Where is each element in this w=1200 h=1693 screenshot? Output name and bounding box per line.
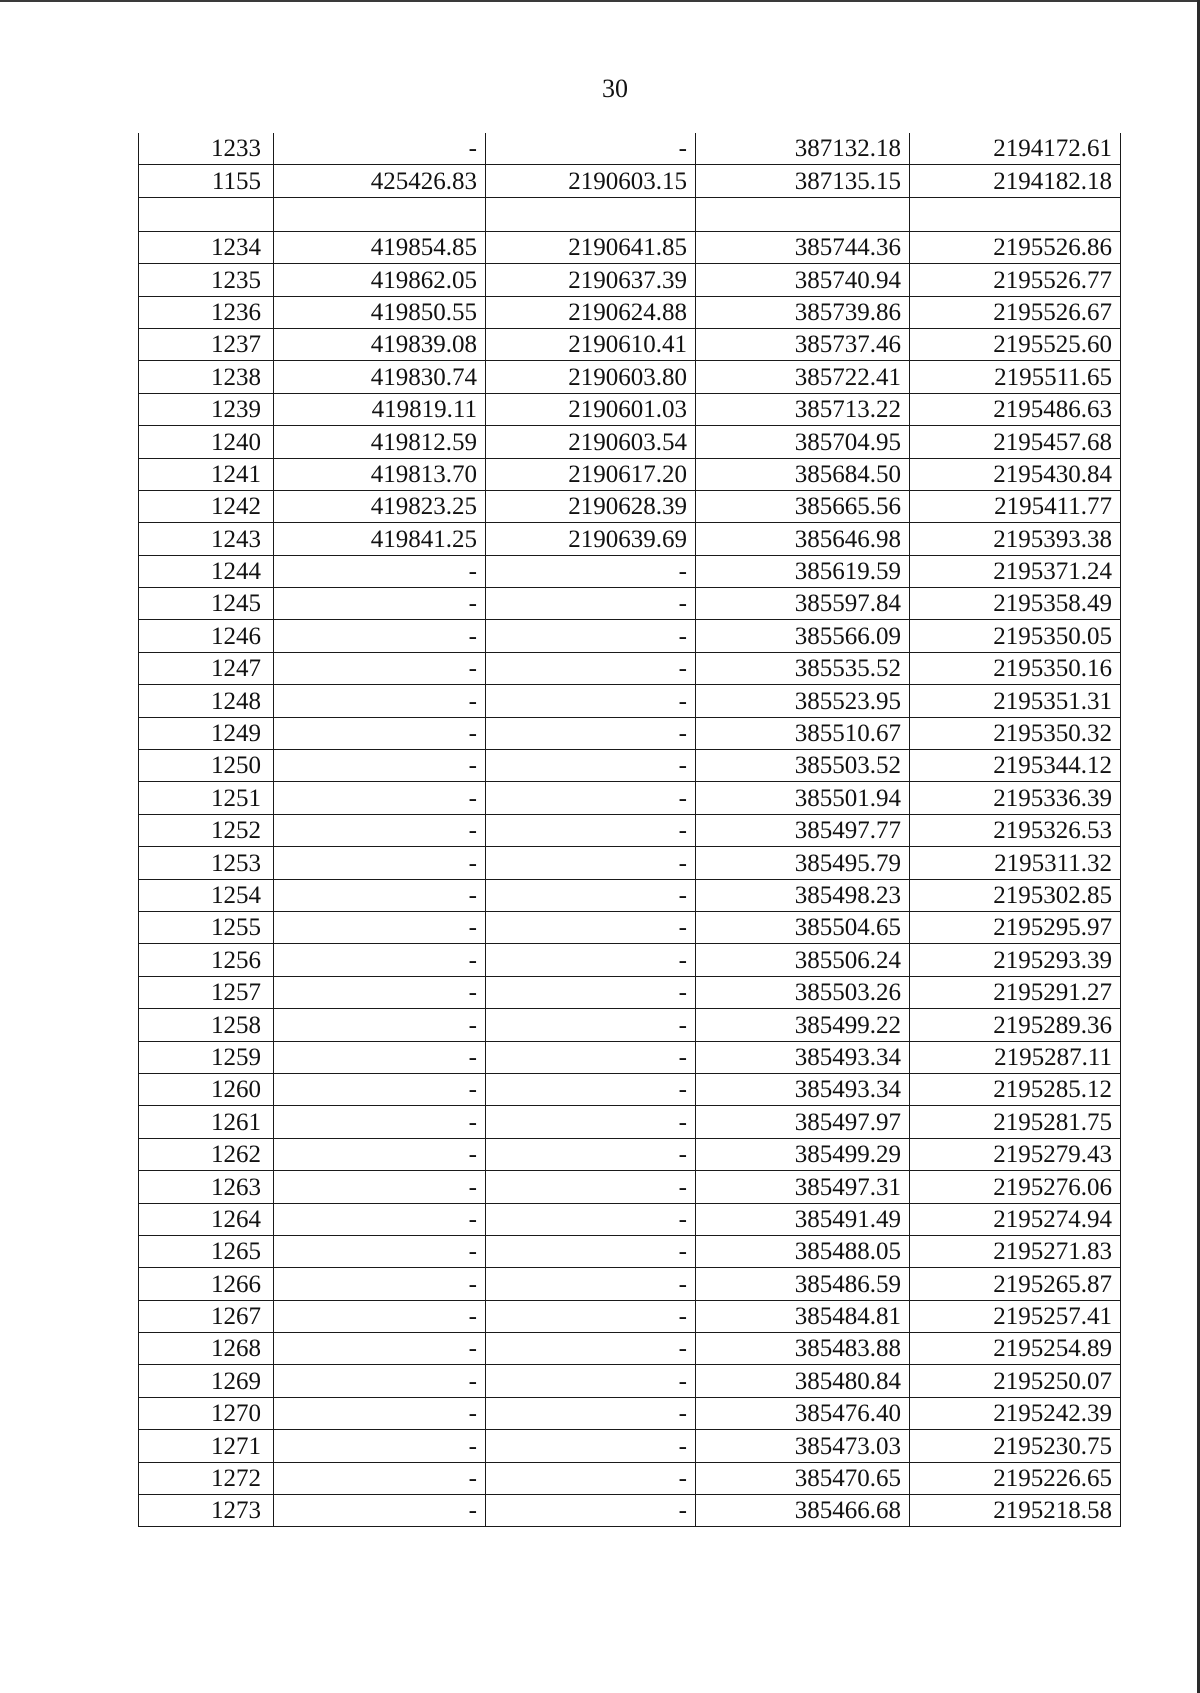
point-id-cell: 1261 (139, 1106, 274, 1138)
y-old-cell: - (486, 911, 696, 943)
point-id-cell: 1265 (139, 1235, 274, 1267)
x-old-cell: - (274, 1365, 486, 1397)
point-id-cell: 1235 (139, 264, 274, 296)
x-new-cell: 385739.86 (696, 296, 910, 328)
point-id-cell: 1252 (139, 814, 274, 846)
x-old-cell: - (274, 1138, 486, 1170)
point-id-cell: 1236 (139, 296, 274, 328)
table-row (139, 911, 1121, 943)
y-new-cell: 2195279.43 (910, 1138, 1121, 1170)
y-new-cell: 2195302.85 (910, 879, 1121, 911)
y-old-cell: - (486, 1268, 696, 1300)
y-new-cell: 2195393.38 (910, 523, 1121, 555)
x-new-cell: 385504.65 (696, 911, 910, 943)
point-id-cell: 1257 (139, 976, 274, 1008)
y-new-cell: 2195291.27 (910, 976, 1121, 1008)
y-old-cell: 2190601.03 (486, 393, 696, 425)
table-row (139, 782, 1121, 814)
x-new-cell: 385665.56 (696, 490, 910, 522)
point-id-cell: 1260 (139, 1073, 274, 1105)
table-row (139, 490, 1121, 522)
point-id-cell: 1268 (139, 1333, 274, 1365)
y-old-cell: - (486, 879, 696, 911)
y-old-cell: - (486, 944, 696, 976)
y-old-cell: - (486, 1009, 696, 1041)
x-new-cell: 385483.88 (696, 1333, 910, 1365)
x-new-cell: 385497.97 (696, 1106, 910, 1138)
point-id-cell: 1248 (139, 685, 274, 717)
x-new-cell: 385497.31 (696, 1171, 910, 1203)
y-old-cell: 2190641.85 (486, 231, 696, 263)
x-new-cell: 385684.50 (696, 458, 910, 490)
x-old-cell: - (274, 1430, 486, 1462)
x-old-cell: - (274, 1268, 486, 1300)
y-old-cell: - (486, 1041, 696, 1073)
y-old-cell: - (486, 1430, 696, 1462)
point-id-cell: 1237 (139, 328, 274, 360)
y-new-cell: 2195218.58 (910, 1495, 1121, 1527)
table-row (139, 523, 1121, 555)
y-old-cell: 2190603.80 (486, 361, 696, 393)
x-old-cell: - (274, 847, 486, 879)
table-row (139, 426, 1121, 458)
point-id-cell: 1255 (139, 911, 274, 943)
y-old-cell: - (486, 1138, 696, 1170)
y-new-cell: 2195350.32 (910, 717, 1121, 749)
x-new-cell: 385646.98 (696, 523, 910, 555)
y-new-cell: 2195358.49 (910, 588, 1121, 620)
y-old-cell (486, 197, 696, 231)
y-new-cell: 2195285.12 (910, 1073, 1121, 1105)
y-old-cell: - (486, 782, 696, 814)
point-id-cell: 1272 (139, 1462, 274, 1494)
x-old-cell: 419819.11 (274, 393, 486, 425)
table-row (139, 717, 1121, 749)
table-row (139, 1041, 1121, 1073)
point-id-cell: 1251 (139, 782, 274, 814)
x-new-cell: 385476.40 (696, 1397, 910, 1429)
x-old-cell: - (274, 944, 486, 976)
table-row (139, 197, 1121, 231)
y-old-cell: - (486, 1106, 696, 1138)
point-id-cell: 1155 (139, 165, 274, 197)
y-new-cell: 2195336.39 (910, 782, 1121, 814)
x-old-cell: - (274, 879, 486, 911)
y-new-cell: 2195287.11 (910, 1041, 1121, 1073)
x-old-cell: - (274, 1203, 486, 1235)
table-row (139, 296, 1121, 328)
point-id-cell: 1233 (139, 133, 274, 165)
page-top-edge (0, 0, 1200, 2)
table-row (139, 976, 1121, 1008)
y-old-cell: - (486, 717, 696, 749)
y-new-cell: 2195526.77 (910, 264, 1121, 296)
x-old-cell: - (274, 685, 486, 717)
y-old-cell: - (486, 1462, 696, 1494)
table-row (139, 1138, 1121, 1170)
table-row (139, 393, 1121, 425)
x-old-cell: 425426.83 (274, 165, 486, 197)
table-row (139, 588, 1121, 620)
point-id-cell: 1267 (139, 1300, 274, 1332)
x-new-cell: 385597.84 (696, 588, 910, 620)
x-new-cell: 385501.94 (696, 782, 910, 814)
x-old-cell: 419830.74 (274, 361, 486, 393)
y-old-cell: - (486, 750, 696, 782)
x-old-cell: - (274, 814, 486, 846)
point-id-cell: 1234 (139, 231, 274, 263)
point-id-cell: 1247 (139, 652, 274, 684)
y-new-cell: 2195511.65 (910, 361, 1121, 393)
y-new-cell: 2195525.60 (910, 328, 1121, 360)
table-row (139, 814, 1121, 846)
x-old-cell: - (274, 1041, 486, 1073)
x-new-cell: 385523.95 (696, 685, 910, 717)
x-old-cell: - (274, 911, 486, 943)
y-new-cell: 2195344.12 (910, 750, 1121, 782)
x-old-cell: - (274, 555, 486, 587)
x-new-cell: 385713.22 (696, 393, 910, 425)
x-old-cell: - (274, 782, 486, 814)
table-row (139, 458, 1121, 490)
table-row (139, 1073, 1121, 1105)
x-new-cell: 385535.52 (696, 652, 910, 684)
x-old-cell: - (274, 1171, 486, 1203)
y-old-cell: - (486, 652, 696, 684)
y-old-cell: 2190603.54 (486, 426, 696, 458)
table-row (139, 1203, 1121, 1235)
point-id-cell: 1258 (139, 1009, 274, 1041)
point-id-cell: 1270 (139, 1397, 274, 1429)
point-id-cell: 1241 (139, 458, 274, 490)
table-row (139, 231, 1121, 263)
point-id-cell: 1262 (139, 1138, 274, 1170)
y-old-cell: 2190603.15 (486, 165, 696, 197)
x-new-cell: 385503.26 (696, 976, 910, 1008)
table-row (139, 264, 1121, 296)
table-row (139, 1268, 1121, 1300)
page-number: 30 (602, 74, 628, 103)
table-row (139, 1171, 1121, 1203)
y-old-cell: - (486, 1235, 696, 1267)
x-old-cell: 419850.55 (274, 296, 486, 328)
point-id-cell: 1256 (139, 944, 274, 976)
x-new-cell: 385493.34 (696, 1041, 910, 1073)
y-new-cell: 2195295.97 (910, 911, 1121, 943)
x-old-cell: - (274, 717, 486, 749)
x-new-cell: 385740.94 (696, 264, 910, 296)
y-old-cell: - (486, 1300, 696, 1332)
table-row (139, 361, 1121, 393)
x-new-cell: 385497.77 (696, 814, 910, 846)
x-old-cell: - (274, 1235, 486, 1267)
point-id-cell (139, 197, 274, 231)
y-old-cell: - (486, 588, 696, 620)
x-new-cell (696, 197, 910, 231)
x-old-cell: - (274, 1106, 486, 1138)
y-new-cell: 2195350.16 (910, 652, 1121, 684)
y-new-cell: 2195351.31 (910, 685, 1121, 717)
x-new-cell: 385499.29 (696, 1138, 910, 1170)
y-new-cell: 2195226.65 (910, 1462, 1121, 1494)
y-new-cell: 2195254.89 (910, 1333, 1121, 1365)
y-old-cell: 2190624.88 (486, 296, 696, 328)
y-old-cell: - (486, 555, 696, 587)
y-new-cell: 2195350.05 (910, 620, 1121, 652)
x-new-cell: 385470.65 (696, 1462, 910, 1494)
point-id-cell: 1269 (139, 1365, 274, 1397)
x-new-cell: 385737.46 (696, 328, 910, 360)
point-id-cell: 1243 (139, 523, 274, 555)
x-old-cell: - (274, 652, 486, 684)
y-new-cell: 2195242.39 (910, 1397, 1121, 1429)
x-new-cell: 385503.52 (696, 750, 910, 782)
x-old-cell: - (274, 1009, 486, 1041)
y-new-cell: 2195281.75 (910, 1106, 1121, 1138)
x-old-cell (274, 197, 486, 231)
y-new-cell: 2195457.68 (910, 426, 1121, 458)
y-new-cell: 2195265.87 (910, 1268, 1121, 1300)
x-old-cell: - (274, 588, 486, 620)
x-new-cell: 385498.23 (696, 879, 910, 911)
x-old-cell: 419841.25 (274, 523, 486, 555)
point-id-cell: 1242 (139, 490, 274, 522)
x-new-cell: 385480.84 (696, 1365, 910, 1397)
y-new-cell: 2194172.61 (910, 133, 1121, 165)
x-new-cell: 385744.36 (696, 231, 910, 263)
x-new-cell: 385566.09 (696, 620, 910, 652)
point-id-cell: 1264 (139, 1203, 274, 1235)
table-row (139, 1462, 1121, 1494)
y-new-cell: 2195411.77 (910, 490, 1121, 522)
x-old-cell: - (274, 620, 486, 652)
x-new-cell: 385493.34 (696, 1073, 910, 1105)
y-new-cell: 2194182.18 (910, 165, 1121, 197)
x-old-cell: 419854.85 (274, 231, 486, 263)
table-row (139, 847, 1121, 879)
y-new-cell: 2195371.24 (910, 555, 1121, 587)
y-old-cell: 2190628.39 (486, 490, 696, 522)
x-old-cell: 419812.59 (274, 426, 486, 458)
x-old-cell: - (274, 976, 486, 1008)
y-new-cell: 2195257.41 (910, 1300, 1121, 1332)
table-row (139, 133, 1121, 165)
point-id-cell: 1239 (139, 393, 274, 425)
point-id-cell: 1259 (139, 1041, 274, 1073)
x-old-cell: - (274, 1462, 486, 1494)
point-id-cell: 1273 (139, 1495, 274, 1527)
table-row (139, 620, 1121, 652)
y-old-cell: - (486, 1073, 696, 1105)
x-new-cell: 385466.68 (696, 1495, 910, 1527)
x-old-cell: - (274, 1073, 486, 1105)
table-row (139, 1333, 1121, 1365)
y-old-cell: - (486, 976, 696, 1008)
x-new-cell: 385704.95 (696, 426, 910, 458)
table-row (139, 652, 1121, 684)
x-new-cell: 387135.15 (696, 165, 910, 197)
x-old-cell: - (274, 750, 486, 782)
x-new-cell: 385510.67 (696, 717, 910, 749)
coordinate-table (138, 133, 1121, 1527)
y-old-cell: - (486, 814, 696, 846)
x-old-cell: - (274, 1333, 486, 1365)
y-new-cell: 2195486.63 (910, 393, 1121, 425)
y-old-cell: - (486, 1397, 696, 1429)
y-new-cell: 2195274.94 (910, 1203, 1121, 1235)
y-new-cell (910, 197, 1121, 231)
point-id-cell: 1250 (139, 750, 274, 782)
x-new-cell: 385495.79 (696, 847, 910, 879)
point-id-cell: 1266 (139, 1268, 274, 1300)
x-new-cell: 387132.18 (696, 133, 910, 165)
table-row (139, 1009, 1121, 1041)
table-row (139, 555, 1121, 587)
y-old-cell: - (486, 1333, 696, 1365)
y-old-cell: - (486, 1495, 696, 1527)
point-id-cell: 1245 (139, 588, 274, 620)
table-row (139, 1397, 1121, 1429)
x-new-cell: 385488.05 (696, 1235, 910, 1267)
x-old-cell: - (274, 1300, 486, 1332)
table-row (139, 1106, 1121, 1138)
x-new-cell: 385491.49 (696, 1203, 910, 1235)
x-old-cell: 419839.08 (274, 328, 486, 360)
x-new-cell: 385473.03 (696, 1430, 910, 1462)
point-id-cell: 1240 (139, 426, 274, 458)
x-new-cell: 385486.59 (696, 1268, 910, 1300)
table-row (139, 685, 1121, 717)
y-old-cell: - (486, 620, 696, 652)
table-row (139, 165, 1121, 197)
y-new-cell: 2195276.06 (910, 1171, 1121, 1203)
point-id-cell: 1271 (139, 1430, 274, 1462)
y-new-cell: 2195430.84 (910, 458, 1121, 490)
table-row (139, 944, 1121, 976)
x-old-cell: - (274, 1397, 486, 1429)
table-row (139, 1235, 1121, 1267)
table-row (139, 750, 1121, 782)
y-old-cell: 2190637.39 (486, 264, 696, 296)
x-old-cell: - (274, 1495, 486, 1527)
y-old-cell: 2190617.20 (486, 458, 696, 490)
y-new-cell: 2195271.83 (910, 1235, 1121, 1267)
table-row (139, 328, 1121, 360)
y-old-cell: - (486, 1203, 696, 1235)
y-new-cell: 2195326.53 (910, 814, 1121, 846)
table-row (139, 1430, 1121, 1462)
x-new-cell: 385484.81 (696, 1300, 910, 1332)
point-id-cell: 1253 (139, 847, 274, 879)
y-old-cell: - (486, 1171, 696, 1203)
point-id-cell: 1254 (139, 879, 274, 911)
y-old-cell: - (486, 847, 696, 879)
y-old-cell: - (486, 133, 696, 165)
x-old-cell: 419813.70 (274, 458, 486, 490)
point-id-cell: 1249 (139, 717, 274, 749)
y-new-cell: 2195230.75 (910, 1430, 1121, 1462)
table-row (139, 879, 1121, 911)
y-new-cell: 2195526.67 (910, 296, 1121, 328)
y-new-cell: 2195293.39 (910, 944, 1121, 976)
y-old-cell: - (486, 1365, 696, 1397)
y-new-cell: 2195250.07 (910, 1365, 1121, 1397)
table-body (139, 133, 1121, 1527)
table-row (139, 1300, 1121, 1332)
y-old-cell: 2190639.69 (486, 523, 696, 555)
x-old-cell: - (274, 133, 486, 165)
y-new-cell: 2195289.36 (910, 1009, 1121, 1041)
x-old-cell: 419862.05 (274, 264, 486, 296)
point-id-cell: 1263 (139, 1171, 274, 1203)
y-new-cell: 2195526.86 (910, 231, 1121, 263)
x-new-cell: 385722.41 (696, 361, 910, 393)
x-new-cell: 385499.22 (696, 1009, 910, 1041)
table-row (139, 1495, 1121, 1527)
y-new-cell: 2195311.32 (910, 847, 1121, 879)
x-new-cell: 385619.59 (696, 555, 910, 587)
y-old-cell: - (486, 685, 696, 717)
x-old-cell: 419823.25 (274, 490, 486, 522)
table-row (139, 1365, 1121, 1397)
x-new-cell: 385506.24 (696, 944, 910, 976)
point-id-cell: 1246 (139, 620, 274, 652)
point-id-cell: 1238 (139, 361, 274, 393)
y-old-cell: 2190610.41 (486, 328, 696, 360)
point-id-cell: 1244 (139, 555, 274, 587)
